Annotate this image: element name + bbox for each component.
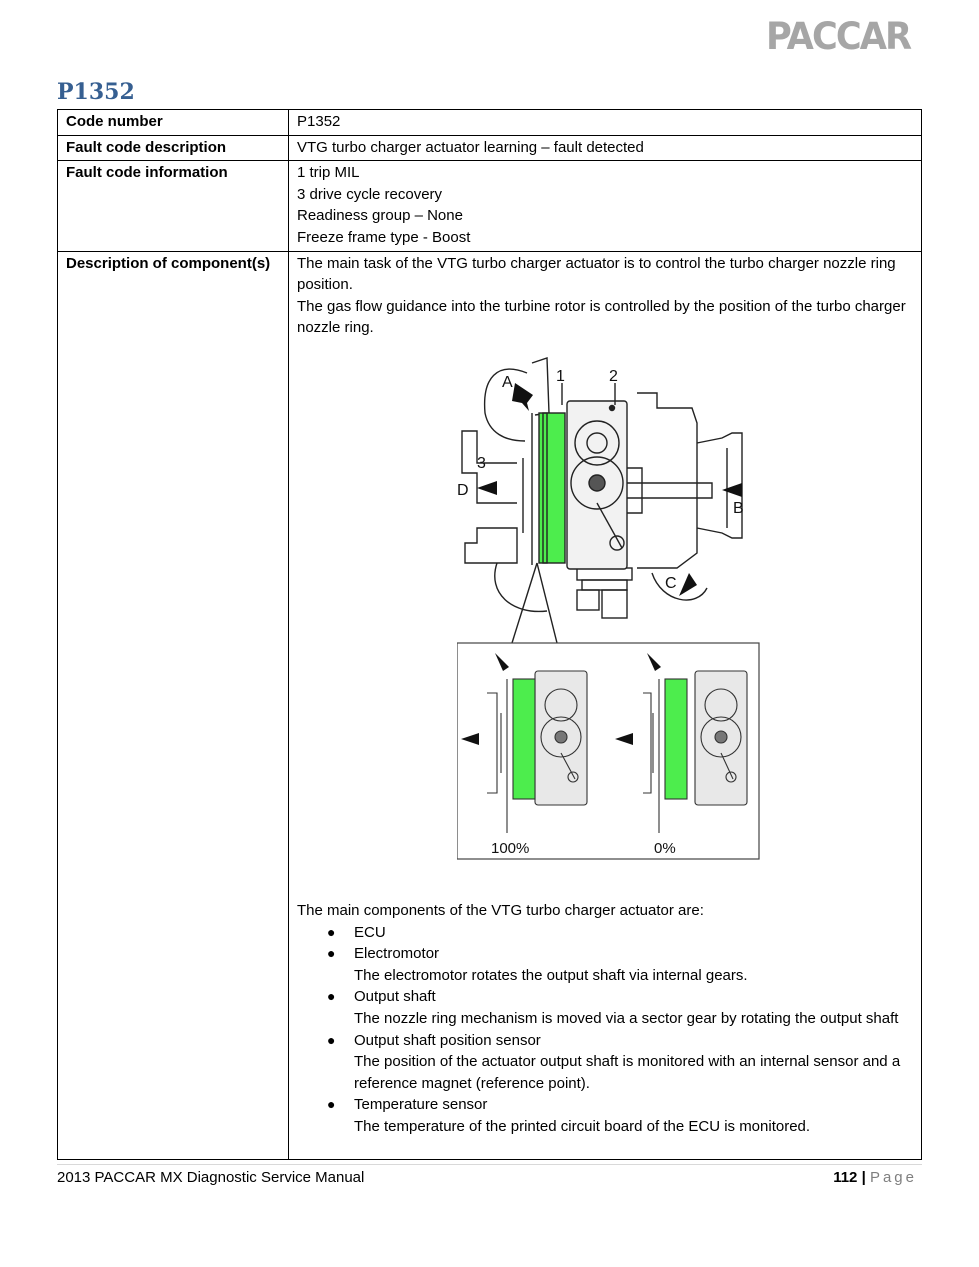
page-number	[833, 1168, 917, 1188]
footer-divider	[57, 1164, 922, 1165]
fault-description-value: VTG turbo charger actuator learning – fault detected	[289, 135, 922, 161]
table-row	[58, 110, 922, 136]
page-number-value: 112	[833, 1169, 858, 1186]
fault-code-table	[57, 109, 922, 1160]
list-item	[297, 1094, 913, 1137]
position-label-0: 0%	[654, 839, 676, 857]
info-line: 3 drive cycle recovery	[297, 185, 443, 203]
callout-2: 2	[609, 367, 618, 385]
callout-1: 1	[556, 367, 565, 385]
callout-a: A	[502, 373, 513, 391]
info-line: Readiness group – None	[297, 207, 463, 225]
description-paragraph: The main task of the VTG turbo charger actuator is to control the turbo charger nozzle ring position.	[297, 254, 896, 294]
list-item	[297, 922, 913, 944]
list-item	[297, 1030, 913, 1095]
bullet-icon: ●	[327, 1096, 336, 1113]
component-description-label: Description of component(s)	[58, 251, 289, 1160]
vtg-actuator-diagram	[457, 353, 762, 881]
callout-c: C	[665, 574, 677, 592]
component-detail: The nozzle ring mechanism is moved via a sector gear by rotating the output shaft	[354, 1009, 899, 1027]
info-line: Freeze frame type - Boost	[297, 228, 471, 246]
table-row	[58, 161, 922, 251]
list-item	[297, 986, 913, 1029]
component-detail: The position of the actuator output shaft is monitored with an internal sensor and a reference magnet (reference point).	[354, 1053, 901, 1092]
fault-information-value	[289, 161, 922, 251]
page-title: P1352	[57, 79, 135, 105]
position-label-100: 100%	[491, 839, 530, 857]
list-item	[297, 943, 913, 986]
page-separator: |	[861, 1169, 866, 1186]
bullet-icon: ●	[327, 988, 336, 1005]
table-row	[58, 135, 922, 161]
components-intro: The main components of the VTG turbo charger actuator are:	[297, 901, 704, 919]
bullet-icon: ●	[327, 945, 336, 962]
callout-d: D	[457, 481, 469, 499]
component-description-value	[289, 251, 922, 1160]
code-number-label: Code number	[58, 110, 289, 136]
component-detail: The temperature of the printed circuit board of the ECU is monitored.	[354, 1117, 811, 1135]
component-name: ECU	[354, 923, 386, 941]
info-line: 1 trip MIL	[297, 164, 360, 182]
page-label: Page	[869, 1169, 917, 1186]
code-number-value: P1352	[289, 110, 922, 136]
component-name: Output shaft	[354, 988, 436, 1006]
paccar-logo: PACCAR	[766, 15, 911, 58]
component-detail: The electromotor rotates the output shaft via internal gears.	[354, 966, 748, 984]
description-paragraph: The gas flow guidance into the turbine rotor is controlled by the position of the turbo charger nozzle ring.	[297, 297, 906, 337]
table-row	[58, 251, 922, 1160]
fault-information-label: Fault code information	[58, 161, 289, 251]
callout-3: 3	[477, 454, 486, 472]
components-list	[297, 922, 913, 1158]
vtg-actuator-figure	[297, 353, 913, 881]
fault-description-label: Fault code description	[58, 135, 289, 161]
component-name: Electromotor	[354, 945, 440, 963]
component-name: Temperature sensor	[354, 1096, 488, 1114]
footer-title: 2013 PACCAR MX Diagnostic Service Manual	[57, 1169, 365, 1186]
bullet-icon: ●	[327, 1031, 336, 1048]
component-name: Output shaft position sensor	[354, 1031, 541, 1049]
callout-b: B	[733, 499, 744, 517]
bullet-icon: ●	[327, 923, 336, 940]
